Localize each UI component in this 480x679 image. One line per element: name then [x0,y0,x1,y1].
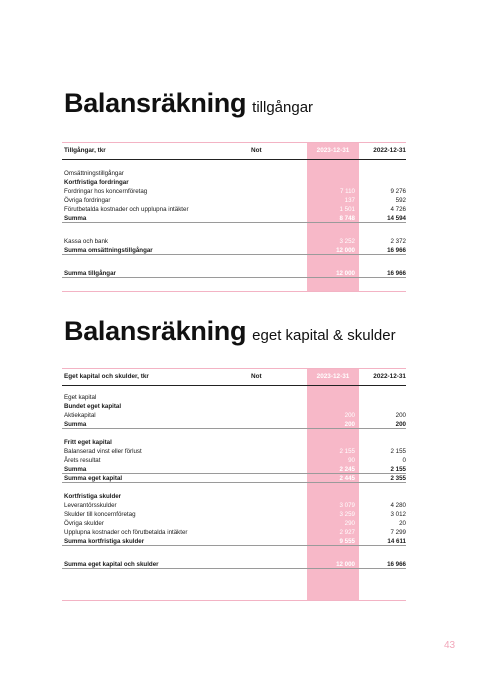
table-row [62,402,406,411]
value-2022: 2 155 [390,466,406,473]
table-bottom-rule [62,291,406,292]
table-row [62,420,406,429]
assets-subtitle: tillgångar [252,99,314,116]
row-label: Summa [64,466,87,473]
assets-heading [64,88,313,119]
row-rule [62,428,406,429]
value-2023: 3 079 [339,502,355,509]
row-label: Aktiekapital [64,412,96,419]
header-top-rule [62,368,406,369]
value-2022: 7 299 [390,529,406,536]
value-2023: 137 [344,197,355,204]
equity-liabilities-heading [64,316,396,347]
value-2022: 2 372 [390,238,406,245]
value-2022: 592 [395,197,406,204]
row-label: Kortfristiga skulder [64,493,122,500]
value-2022: 4 726 [390,206,406,213]
row-label: Kassa och bank [64,238,109,245]
assets-table [62,142,406,292]
assets-title: Balansräkning [64,88,247,118]
table-row [62,169,406,178]
table-row [62,246,406,255]
table-row [62,438,406,447]
assets-table-header [62,142,406,158]
equity-header-2022: 2022-12-31 [373,373,406,380]
row-label: Kortfristiga fordringar [64,179,129,186]
row-rule [62,568,406,569]
value-2023: 8 748 [339,215,355,222]
value-2023: 200 [344,421,355,428]
row-rule [62,277,406,278]
row-rule [62,545,406,546]
row-label: Fordringar hos koncernföretag [64,188,148,195]
equity-header-not: Not [251,373,262,380]
equity-liabilities-table [62,368,406,601]
value-2022: 3 012 [390,511,406,518]
value-2023: 2 155 [339,448,355,455]
row-rule [62,482,406,483]
table-row [62,269,406,278]
table-row [62,492,406,501]
value-2023: 3 259 [339,511,355,518]
assets-header-2022: 2022-12-31 [373,147,406,154]
header-top-rule [62,142,406,143]
row-label: Summa kortfristiga skulder [64,538,145,545]
row-label: Skulder till koncernföretag [64,511,136,518]
value-2022: 20 [399,520,406,527]
row-label: Summa omsättningstillgångar [64,247,153,254]
value-2023: 2 445 [339,475,355,482]
equity-title: Balansräkning [64,316,247,346]
row-label: Omsättningstillgångar [64,170,124,177]
table-row [62,447,406,456]
equity-header-label: Eget kapital och skulder, tkr [64,373,149,380]
row-label: Summa [64,421,87,428]
value-2023: 290 [344,520,355,527]
table-row [62,537,406,546]
table-row [62,456,406,465]
value-2022: 200 [395,412,406,419]
row-label: Bundet eget kapital [64,403,122,410]
value-2023: 2 245 [339,466,355,473]
value-2023: 90 [348,457,355,464]
value-2022: 2 155 [390,448,406,455]
value-2022: 200 [395,421,406,428]
table-row [62,196,406,205]
equity-subtitle: eget kapital & skulder [252,327,396,344]
row-label: Summa eget kapital och skulder [64,561,159,568]
table-bottom-rule [62,600,406,601]
row-label: Leverantörsskulder [64,502,117,509]
value-2023: 2 927 [339,529,355,536]
row-label: Summa tillgångar [64,270,116,277]
equity-header-2023: 2023-12-31 [316,373,350,380]
row-label: Övriga fordringar [64,197,111,204]
table-row [62,178,406,187]
row-label: Balanserad vinst eller förlust [64,448,142,455]
table-row [62,501,406,510]
page-number: 43 [444,640,456,651]
value-2022: 2 355 [390,475,406,482]
header-bottom-rule [62,385,406,386]
row-label: Förutbetalda kostnader och upplupna intäkter [64,206,189,213]
row-label: Eget kapital [64,394,97,401]
row-label: Summa [64,215,87,222]
table-row [62,411,406,420]
value-2023: 7 110 [339,188,355,195]
value-2022: 16 966 [387,247,406,254]
value-2022: 0 [402,457,406,464]
assets-header-2023: 2023-12-31 [316,147,350,154]
equity-table-header [62,368,406,384]
row-label: Upplupna kostnader och förutbetalda intäkter [64,529,188,536]
table-row [62,237,406,246]
assets-header-not: Not [251,147,262,154]
value-2022: 16 966 [387,270,406,277]
value-2023: 3 252 [339,238,355,245]
table-row [62,393,406,402]
value-2023: 1 501 [339,206,355,213]
row-label: Fritt eget kapital [64,439,112,446]
value-2022: 14 611 [387,538,406,545]
header-bottom-rule [62,159,406,160]
row-rule [62,222,406,223]
value-2022: 14 594 [387,215,406,222]
table-row [62,560,406,569]
table-row [62,465,406,474]
row-label: Övriga skulder [64,520,104,527]
value-2023: 200 [344,412,355,419]
table-row [62,205,406,214]
value-2023: 12 000 [336,561,355,568]
table-row [62,214,406,223]
value-2023: 12 000 [336,247,355,254]
table-row [62,510,406,519]
row-label: Summa eget kapital [64,475,123,482]
table-row [62,474,406,483]
table-row [62,528,406,537]
row-rule [62,254,406,255]
table-row [62,187,406,196]
table-row [62,519,406,528]
value-2022: 9 276 [390,188,406,195]
value-2022: 16 966 [387,561,406,568]
assets-header-label: Tillgångar, tkr [64,147,106,154]
value-2023: 9 555 [339,538,355,545]
value-2022: 4 280 [390,502,406,509]
value-2023: 12 000 [336,270,355,277]
row-label: Årets resultat [64,457,101,464]
